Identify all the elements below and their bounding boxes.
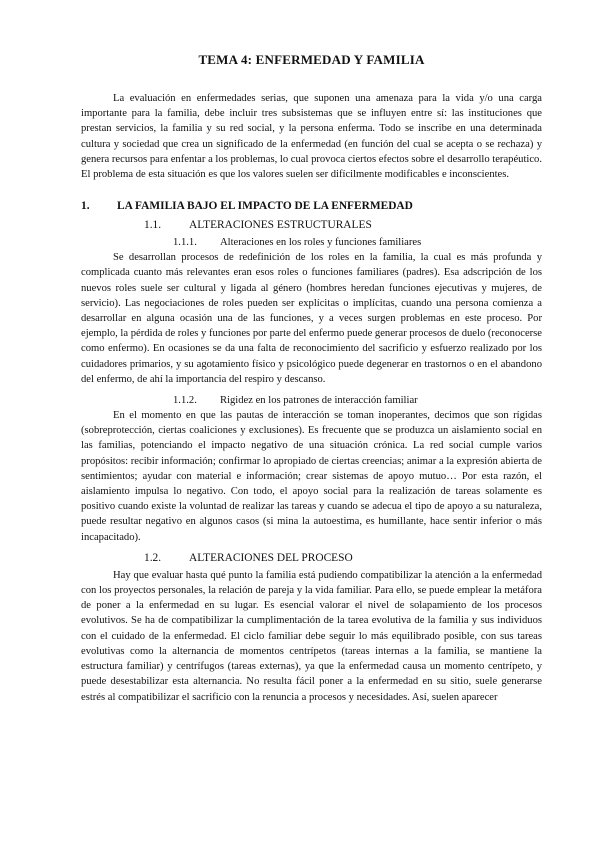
document-title: TEMA 4: ENFERMEDAD Y FAMILIA: [198, 52, 425, 67]
document-body: [81, 52, 542, 705]
section-1-number: 1.: [81, 200, 90, 213]
intro-paragraph: La evaluación en enfermedades serias, que suponen una amenaza para la vida y/o una carga importante para la familia, debe incluir tres subsistemas que se influyen entre sí: las instituciones que prestan servicios, la familia y su red social, y la persona enferma. Todo se inscribe en una determinada cultura y sociedad que crea un significado de la enfermedad (en función del cual se acepta o se rechaza) y genera recursos para enfentar a los problemas, lo cual provoca ciertos efectos sobre el desarrollo terapéutico. El problema de esta situación es que los valores suelen ser difícilmente modificables e inconscientes.: [81, 93, 542, 181]
section-1-1-1-title: Alteraciones en los roles y funciones familiares: [220, 237, 422, 249]
section-1-1-2-paragraph: En el momento en que las pautas de interacción se toman inoperantes, decimos que son rígidas (sobreprotección, ciertas coaliciones y exclusiones). Es frecuente que se produzca un aislamiento social en las familias, potenciando el impacto negativo de una situación crónica. La red social cumple varios propósitos: recibir información; confirmar lo apropiado de ciertas creencias; animar a la expresión abierta de sentimientos; ayudar con material e información; crear sistemas de apoyo mutuo… Por esta razón, el aislamiento impulsa lo negativo. Con todo, el apoyo social para la realización de tareas solamente es positivo cuando existe la voluntad de realizar las tareas y cuando se adecua el tipo de apoyo a su naturaleza, puede resultar negativo en algunos casos (si mina la autoestima, es humillante, hace sentir inferior o más incapacitado).: [81, 410, 542, 543]
section-1-1-1-number: 1.1.1.: [173, 237, 197, 249]
section-1-1-title: ALTERACIONES ESTRUCTURALES: [189, 219, 372, 232]
section-1-1-1-heading: [81, 235, 542, 250]
section-1-1-2-title: Rigidez en los patrones de interacción familiar: [220, 395, 418, 407]
section-1-1-number: 1.1.: [144, 219, 162, 232]
section-1-1-2-heading: [81, 393, 542, 408]
section-1-2-heading: [81, 551, 542, 566]
section-1-2-number: 1.2.: [144, 551, 162, 564]
section-1-1-heading: [81, 218, 542, 233]
section-1-heading: [81, 199, 542, 214]
section-1-1-1-paragraph: Se desarrollan procesos de redefinición de los roles en la familia, la cual es más profunda y complicada cuanto más relevantes eran esos roles o funciones familiares (padres). Esa adscripción de los nuevos roles suele ser cultural y ligada al género (hombres heredan funciones ejecutivas y mujeres, de servicio). Las negociaciones de roles pueden ser explícitas o implícitas, cuando una persona comienza a desarrollar en alguna ocasión una de las funciones, y a veces surgen problemas en este proceso. Por ejemplo, la pérdida de roles y funciones por parte del enfermo puede generar procesos de duelo (reconocerse como enfermo). En ocasiones se da una falta de reconocimiento del sacrificio y esfuerzo realizado por los cuidadores primarios, y su agotamiento físico y psicológico puede degenerar en trastornos o en el abandono del enfermo, de ahí la importancia del respiro y descanso.: [81, 252, 542, 385]
section-1-2-paragraph: Hay que evaluar hasta qué punto la familia está pudiendo compatibilizar la atención a la enfermedad con los proyectos personales, la relación de pareja y la vida familiar. Para ello, se puede emplear la metáfora de poner a la enfermedad en su lugar. Es esencial valorar el nivel de solapamiento de los procesos evolutivos. Se ha de compatibilizar la cumplimentación de la tarea evolutiva de la familia y sus individuos con el cuidado de la enfermedad. El ciclo familiar debe seguir lo más equilibrado posible, con sus tareas evolutivas como la alternancia de momentos centrípetos (tareas internas a la familia, se mantiene la estructura familiar) y centrífugos (tareas externas), ya que la enfermedad causa un momento centrípeto, y puede desestabilizar esta alternancia. No resulta fácil poner a la enfermedad en su sitio, suele generarse estrés al compatibilizar el sacrificio con la renuncia a procesos y necesidades. Así, suelen aparecer: [81, 569, 542, 703]
section-1-1-2-number: 1.1.2.: [173, 395, 197, 407]
section-1-2-title: ALTERACIONES DEL PROCESO: [189, 551, 353, 564]
section-1-title: LA FAMILIA BAJO EL IMPACTO DE LA ENFERMEDAD: [117, 200, 413, 213]
